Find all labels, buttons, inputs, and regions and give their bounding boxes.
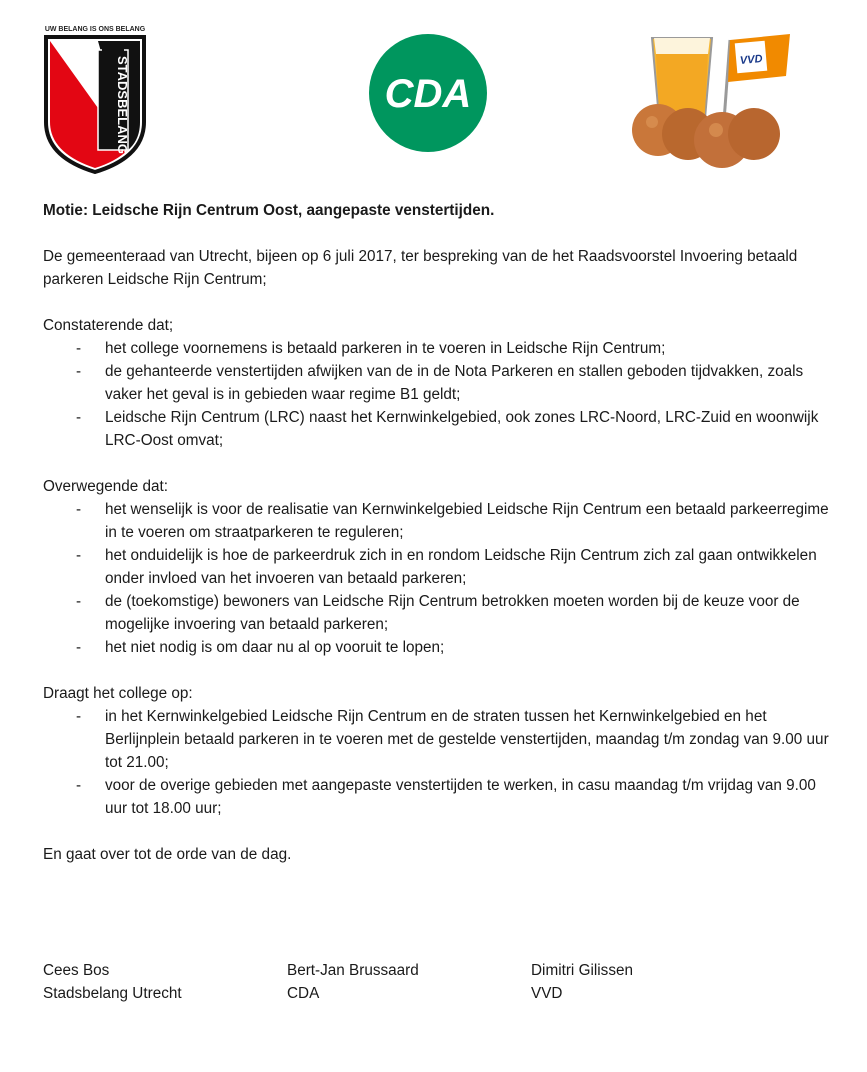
signatory-name: Bert-Jan Brussaard bbox=[287, 962, 419, 979]
list-item: - voor de overige gebieden met aangepaste venstertijden te werken, in casu maandag t/m vrijdag van 9.00 uur tot 18.00 uur; bbox=[76, 777, 816, 817]
signature-block bbox=[287, 959, 419, 1005]
overwegende-list bbox=[43, 498, 833, 659]
vvd-flag-text: VVD bbox=[739, 53, 764, 67]
list-item: - de gehanteerde venstertijden afwijken van de in de Nota Parkeren en stallen geboden tijdvakken, zoals vaker het geval is in gebieden waar regime B1 geldt; bbox=[76, 363, 804, 403]
signatory-name: Dimitri Gilissen bbox=[531, 962, 633, 979]
stadsbelang-name: STADSBELANG bbox=[115, 56, 130, 154]
cda-logo bbox=[368, 33, 488, 153]
constaterende-list bbox=[43, 337, 833, 452]
draagt-heading: Draagt het college op: bbox=[43, 685, 193, 702]
signatory-party: Stadsbelang Utrecht bbox=[43, 985, 182, 1002]
stadsbelang-motto: UW BELANG IS ONS BELANG bbox=[44, 26, 146, 33]
motion-title: Motie: Leidsche Rijn Centrum Oost, aangepaste venstertijden. bbox=[43, 202, 495, 219]
signatory-name: Cees Bos bbox=[43, 962, 110, 979]
signature-block bbox=[43, 959, 182, 1005]
list-item: - de (toekomstige) bewoners van Leidsche Rijn Centrum betrokken moeten worden bij de keuze voor de mogelijke invoering van betaald parkeren; bbox=[76, 593, 800, 633]
motion-document bbox=[43, 199, 833, 889]
constaterende-heading: Constaterende dat; bbox=[43, 317, 174, 334]
draagt-list bbox=[43, 705, 833, 820]
list-item: - in het Kernwinkelgebied Leidsche Rijn Centrum en de straten tussen het Kernwinkelgebied en het Berlijnplein betaald parkeren in te voeren met de gestelde venstertijden, maandag t/m zondag van 9.00 uur tot 21.00; bbox=[76, 708, 829, 771]
list-item: - het wenselijk is voor de realisatie van Kernwinkelgebied Leidsche Rijn Centrum een betaald parkeerregime in te voeren om straatparkeren te reguleren; bbox=[76, 501, 829, 541]
closing-paragraph: En gaat over tot de orde van de dag. bbox=[43, 846, 292, 863]
signatory-party: CDA bbox=[287, 985, 320, 1002]
list-item: - het college voornemens is betaald parkeren in te voeren in Leidsche Rijn Centrum; bbox=[76, 340, 666, 357]
beer-bitterballen-flag-icon bbox=[630, 30, 800, 175]
stadsbelang-shield-icon bbox=[40, 22, 150, 174]
signature-block bbox=[531, 959, 633, 1005]
list-item: - het niet nodig is om daar nu al op vooruit te lopen; bbox=[76, 639, 445, 656]
signatory-party: VVD bbox=[531, 985, 563, 1002]
cda-logo-text: CDA bbox=[384, 72, 472, 116]
list-item: - Leidsche Rijn Centrum (LRC) naast het Kernwinkelgebied, ook zones LRC-Noord, LRC-Zuid en woonwijk LRC-Oost omvat; bbox=[76, 409, 819, 449]
vvd-logo bbox=[630, 30, 800, 175]
cda-circle-icon bbox=[368, 33, 488, 153]
overwegende-heading: Overwegende dat: bbox=[43, 478, 169, 495]
intro-paragraph: De gemeenteraad van Utrecht, bijeen op 6 juli 2017, ter bespreking van de het Raadsvoorstel Invoering betaald parkeren Leidsche Rijn Centrum; bbox=[43, 248, 798, 288]
stadsbelang-logo bbox=[40, 22, 150, 174]
list-item: - het onduidelijk is hoe de parkeerdruk zich in en rondom Leidsche Rijn Centrum zich zal gaan ontwikkelen onder invloed van het invoeren van betaald parkeren; bbox=[76, 547, 817, 587]
